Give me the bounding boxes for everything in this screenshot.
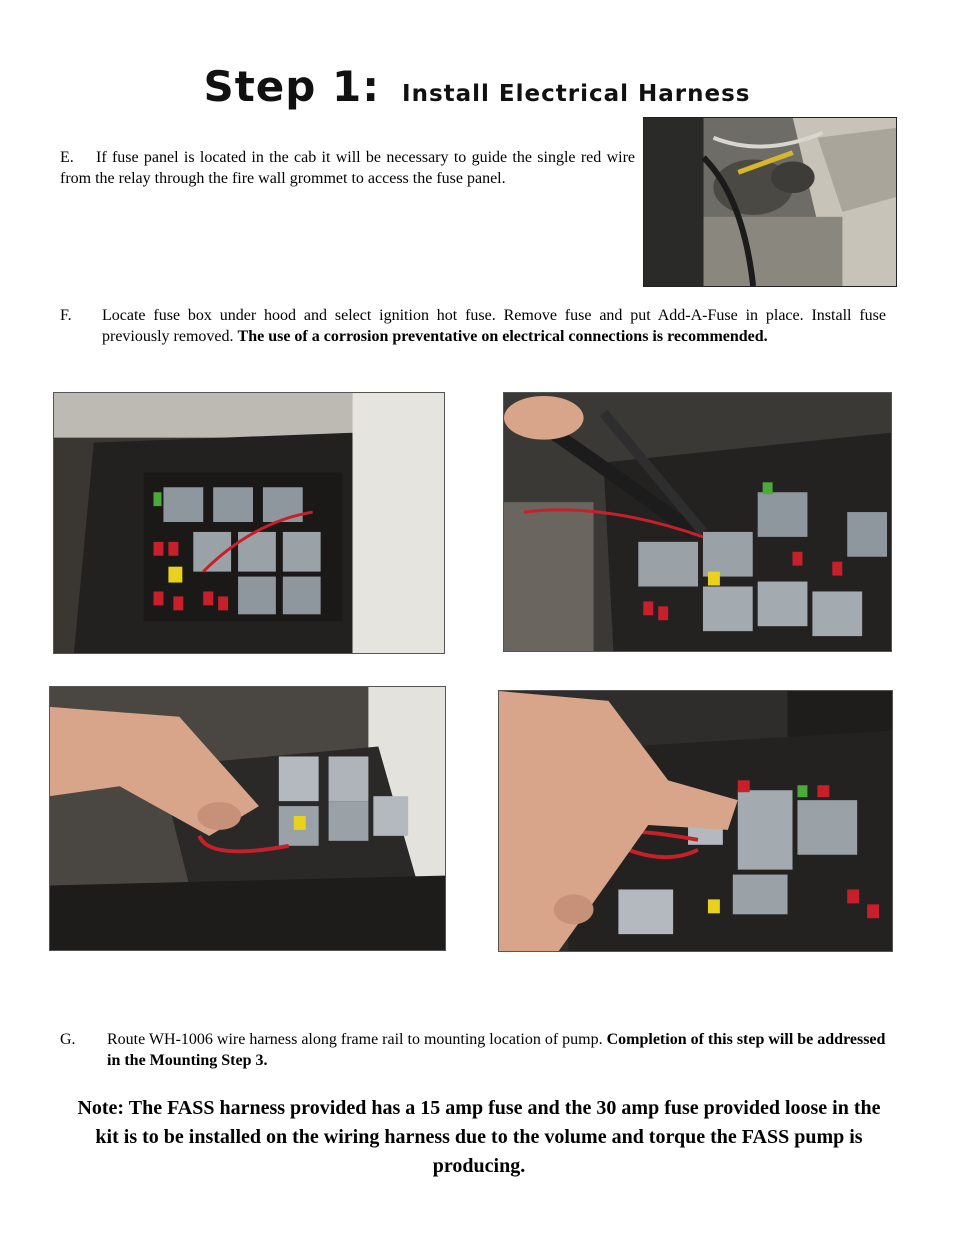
step-g-letter: G. (60, 1031, 76, 1048)
step-f-bold: The use of a corrosion preventative on electrical connections is recommended. (237, 328, 768, 345)
step-g-bold: Completion of this step will be addressed in the Mounting Step 3. (107, 1031, 886, 1069)
firewall-grommet-photo (643, 117, 897, 287)
step-f-letter: F. (60, 307, 72, 324)
note-text: Note: The FASS harness provided has a 15 amp fuse and the 30 amp fuse provided loose in the kit is to be installed on the wiring harness due to the volume and torque the FASS pump is producing. (77, 1097, 881, 1177)
hand-install-photo-right (498, 690, 893, 952)
hand-install-photo-left (49, 686, 446, 951)
step-g-text: Route WH-1006 wire harness along frame rail to mounting location of pump. Completion of this step will be addressed in the Mounting Step 3. (107, 1031, 886, 1069)
step-f (60, 305, 886, 347)
step-e (60, 147, 635, 189)
page-title (0, 62, 954, 111)
fuse-box-photo (53, 392, 445, 654)
pliers-fuse-photo (503, 392, 892, 652)
step-e-letter: E. (60, 149, 74, 166)
step-f-text: Locate fuse box under hood and select ignition hot fuse. Remove fuse and put Add-A-Fuse in place. Install fuse previously removed. The use of a corrosion preventative on electrical connections is recommended. (102, 307, 886, 345)
step-heading: Step 1: (203, 62, 381, 111)
step-g (60, 1029, 886, 1071)
step-subtitle: Install Electrical Harness (402, 81, 751, 107)
step-e-text: If fuse panel is located in the cab it will be necessary to guide the single red wire from the relay through the fire wall grommet to access the fuse panel. (60, 149, 635, 187)
